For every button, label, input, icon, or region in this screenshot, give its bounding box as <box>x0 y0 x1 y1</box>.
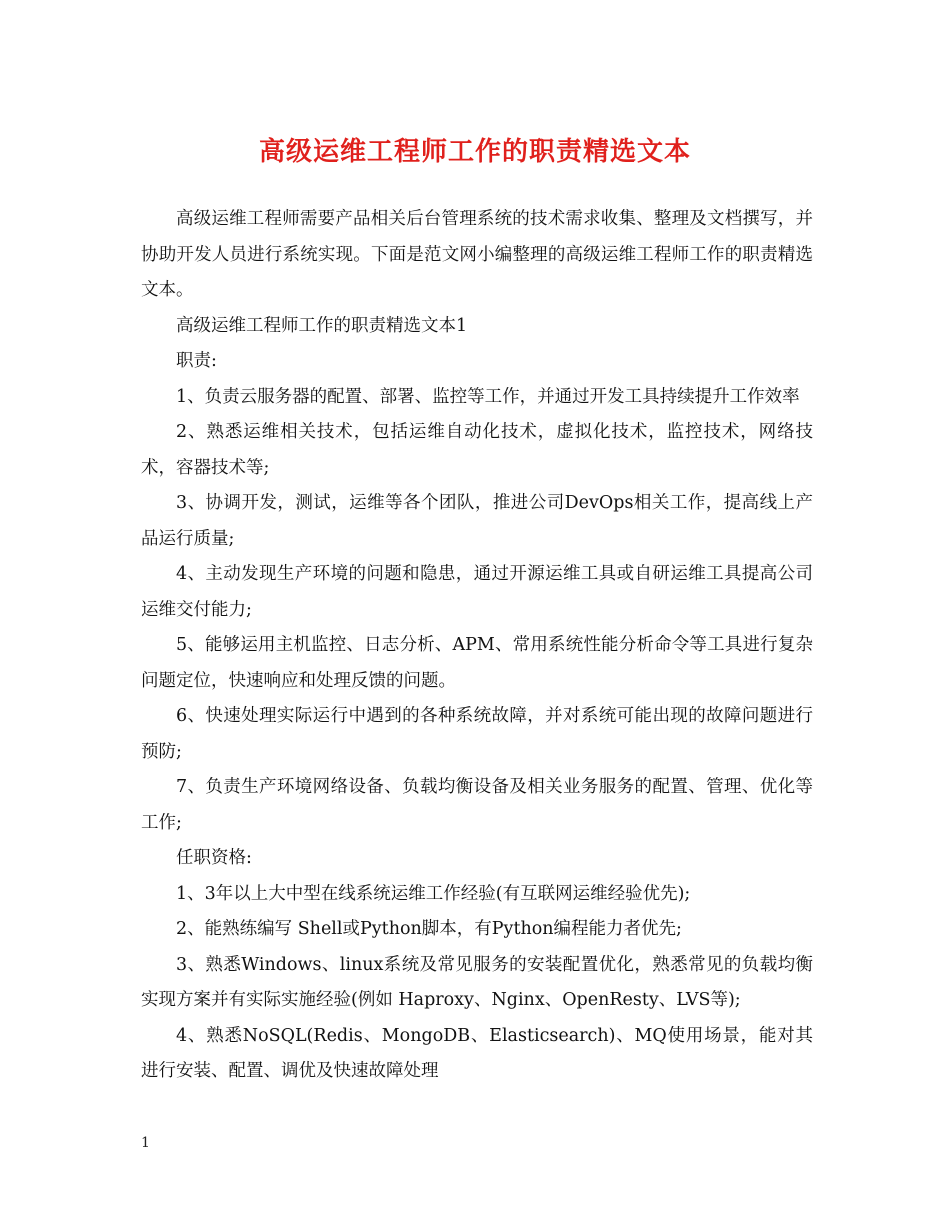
paragraph-duty-3: 3、协调开发，测试，运维等各个团队，推进公司DevOps相关工作，提高线上产品运行质量; <box>141 493 813 549</box>
page-number: 1 <box>141 1135 150 1151</box>
paragraph-qualification-4: 4、熟悉NoSQL(Redis、MongoDB、Elasticsearch)、MQ使用场景，能对其进行安装、配置、调优及快速故障处理 <box>141 1025 813 1081</box>
paragraph-intro: 高级运维工程师需要产品相关后台管理系统的技术需求收集、整理及文档撰写，并协助开发人员进行系统实现。下面是范文网小编整理的高级运维工程师工作的职责精选文本。 <box>141 209 813 300</box>
paragraph-section-heading: 高级运维工程师工作的职责精选文本1 <box>176 315 468 336</box>
paragraph-duty-6: 6、快速处理实际运行中遇到的各种系统故障，并对系统可能出现的故障问题进行预防; <box>141 706 813 762</box>
document-title: 高级运维工程师工作的职责精选文本 <box>258 137 691 167</box>
paragraph-duties-label: 职责: <box>176 351 217 371</box>
paragraph-qualification-2: 2、能熟练编写 Shell或Python脚本，有Python编程能力者优先; <box>176 919 682 939</box>
paragraph-qualification-3: 3、熟悉Windows、linux系统及常见服务的安装配置优化，熟悉常见的负载均衡实现方案并有实际实施经验(例如 Haproxy、Nginx、OpenResty、LVS等); <box>141 954 813 1010</box>
paragraph-duty-4: 4、主动发现生产环境的问题和隐患，通过开源运维工具或自研运维工具提高公司运维交付能力; <box>141 564 813 620</box>
paragraph-qualifications-label: 任职资格: <box>176 848 252 868</box>
paragraph-duty-5: 5、能够运用主机监控、日志分析、APM、常用系统性能分析命令等工具进行复杂问题定位，快速响应和处理反馈的问题。 <box>141 635 813 691</box>
paragraph-duty-1: 1、负责云服务器的配置、部署、监控等工作，并通过开发工具持续提升工作效率 <box>176 386 800 407</box>
paragraph-qualification-1: 1、3年以上大中型在线系统运维工作经验(有互联网运维经验优先); <box>176 883 691 904</box>
paragraph-duty-7: 7、负责生产环境网络设备、负载均衡设备及相关业务服务的配置、管理、优化等工作; <box>141 777 813 833</box>
paragraph-duty-2: 2、熟悉运维相关技术，包括运维自动化技术，虚拟化技术，监控技术，网络技术，容器技术等; <box>141 422 813 478</box>
document-body <box>141 202 813 1090</box>
